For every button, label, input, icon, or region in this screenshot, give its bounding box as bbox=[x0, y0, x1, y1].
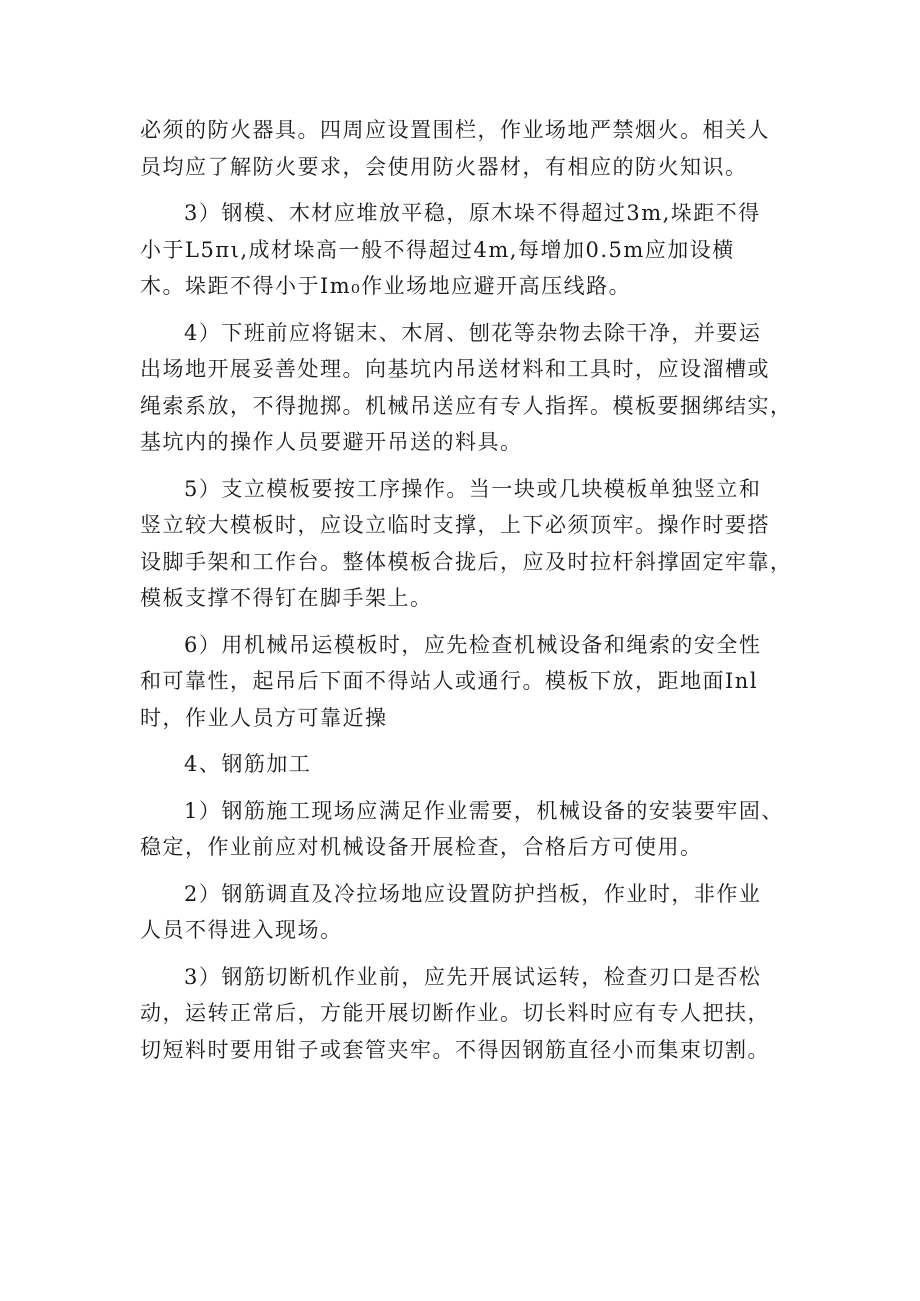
text-line: 竖立较大模板时，应设立临时支撑，上下必须顶牢。操作时要搭 bbox=[140, 513, 770, 537]
paragraph bbox=[140, 876, 790, 949]
paragraph bbox=[140, 959, 790, 1069]
paragraph bbox=[140, 471, 793, 617]
text-line: 绳索系放，不得抛掷。机械吊送应有专人指挥。模板要捆绑结实， bbox=[140, 393, 793, 418]
paragraph bbox=[140, 746, 790, 783]
text-line: 3）钢筋切断机作业前，应先开展试运转，检查刃口是否松 bbox=[184, 964, 762, 989]
text-line: 5）支立模板要按工序操作。当一块或几块模板单独竖立和 bbox=[184, 476, 762, 501]
text-line: 2）钢筋调直及冷拉场地应设置防护挡板，作业时，非作业 bbox=[184, 881, 762, 906]
paragraph bbox=[140, 195, 790, 305]
text-line: 4）下班前应将锯末、木屑、刨花等杂物去除干净，并要运 bbox=[184, 320, 762, 345]
paragraph bbox=[140, 315, 793, 461]
document-body bbox=[140, 112, 793, 1068]
text-line: 1）钢筋施工现场应满足作业需要，机械设备的安装要牢固、 bbox=[184, 798, 784, 823]
text-line: 时，作业人员方可靠近操 bbox=[140, 705, 388, 730]
paragraph bbox=[140, 627, 790, 737]
text-line: 必须的防火器具。四周应设置围栏，作业场地严禁烟火。相关人 bbox=[140, 118, 770, 142]
text-line: 4、钢筋加工 bbox=[184, 752, 312, 776]
text-line: 6）用机械吊运模板时，应先检查机械设备和绳索的安全性 bbox=[184, 632, 762, 657]
text-line: 模板支撑不得钉在脚手架上。 bbox=[140, 586, 433, 610]
paragraph bbox=[140, 112, 790, 185]
text-line: 切短料时要用钳子或套管夹牢。不得因钢筋直径小而集束切割。 bbox=[140, 1037, 770, 1062]
text-line: 和可靠性，起吊后下面不得站人或通行。模板下放，距地面Inl bbox=[140, 669, 759, 693]
text-line: 基坑内的操作人员要避开吊送的料具。 bbox=[140, 430, 523, 454]
text-line: 动，运转正常后，方能开展切断作业。切长料时应有专人把扶， bbox=[140, 1001, 770, 1025]
paragraph bbox=[140, 793, 790, 866]
text-line: 设脚手架和工作台。整体模板合拢后，应及时拉杆斜撑固定牢靠， bbox=[140, 549, 793, 574]
document-page bbox=[140, 112, 793, 1078]
text-line: 出场地开展妥善处理。向基坑内吊送材料和工具时，应设溜槽或 bbox=[140, 357, 770, 381]
text-line: 稳定，作业前应对机械设备开展检查，合格后方可使用。 bbox=[140, 835, 703, 859]
text-line: 人员不得进入现场。 bbox=[140, 918, 343, 942]
text-line: 3）钢模、木材应堆放平稳，原木垛不得超过3m,垛距不得 bbox=[184, 201, 761, 225]
text-line: 小于L5πι,成材垛高一般不得超过4m,每增加0.5m应加设横 bbox=[140, 237, 735, 262]
text-line: 员均应了解防火要求，会使用防火器材，有相应的防火知识。 bbox=[140, 154, 748, 179]
text-line: 木。垛距不得小于Im₀作业场地应避开高压线路。 bbox=[140, 274, 632, 298]
